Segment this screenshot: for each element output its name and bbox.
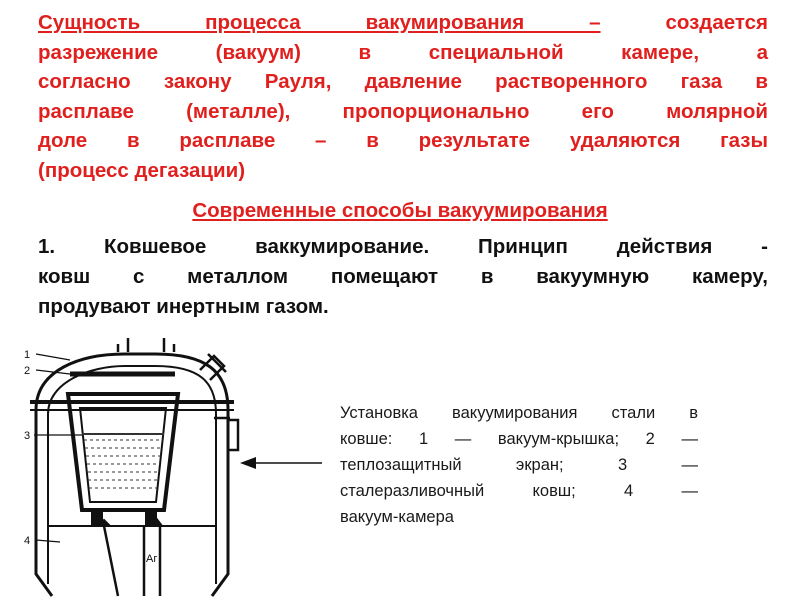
intro-paragraph	[38, 8, 768, 185]
lid-hooks	[118, 338, 174, 352]
caption-line-4: сталеразливочный ковш; 4 —	[340, 482, 698, 500]
intro-line-1	[38, 8, 768, 38]
intro-line-4: расплаве (металле), пропорционально его молярной	[38, 99, 768, 123]
caption-line-3: теплозащитный экран; 3 —	[340, 456, 698, 474]
label-1: 1	[24, 349, 31, 361]
caption-line-1: Установка вакуумирования стали в	[340, 404, 698, 422]
vacuum-port	[200, 354, 226, 380]
side-nozzle	[214, 418, 238, 450]
intro-line-3: согласно закону Рауля, давление растворенного газа в	[38, 70, 768, 93]
intro-line-2: разрежение (вакуум) в специальной камере, а	[38, 40, 768, 64]
diagram-caption	[340, 400, 698, 530]
intro-line-5: доле в расплаве – в результате удаляются газы	[38, 129, 768, 152]
label-2: 2	[24, 365, 31, 377]
method-paragraph	[38, 232, 768, 322]
label-3: 3	[24, 430, 31, 442]
intro-line-6: (процесс дегазации)	[38, 158, 246, 182]
vacuum-chamber-diagram	[0, 330, 330, 600]
pointer-arrow	[240, 457, 322, 469]
label-4: 4	[24, 535, 31, 547]
ladle-supports	[92, 510, 162, 526]
intro-line-1-rest: создается	[665, 11, 768, 34]
caption-line-5: вакуум-камера	[340, 508, 454, 526]
chamber-outer-wall	[36, 354, 228, 596]
caption-line-2: ковше: 1 — вакуум-крышка; 2 —	[340, 430, 698, 448]
method-line-3: продувают инертным газом.	[38, 295, 329, 318]
intro-term: Сущность процесса вакумирования –	[38, 11, 601, 34]
steel-ladle	[68, 394, 178, 510]
gas-label: Аг	[146, 553, 158, 565]
section-subheading: Современные способы вакуумирования	[192, 199, 608, 222]
method-line-2: ковш с металлом помещают в вакуумную камеру,	[38, 265, 768, 288]
molten-metal	[82, 434, 164, 488]
chamber-inner-wall	[48, 366, 216, 584]
method-line-1: 1. Ковшевое ваккумирование. Принцип действия -	[38, 235, 768, 258]
